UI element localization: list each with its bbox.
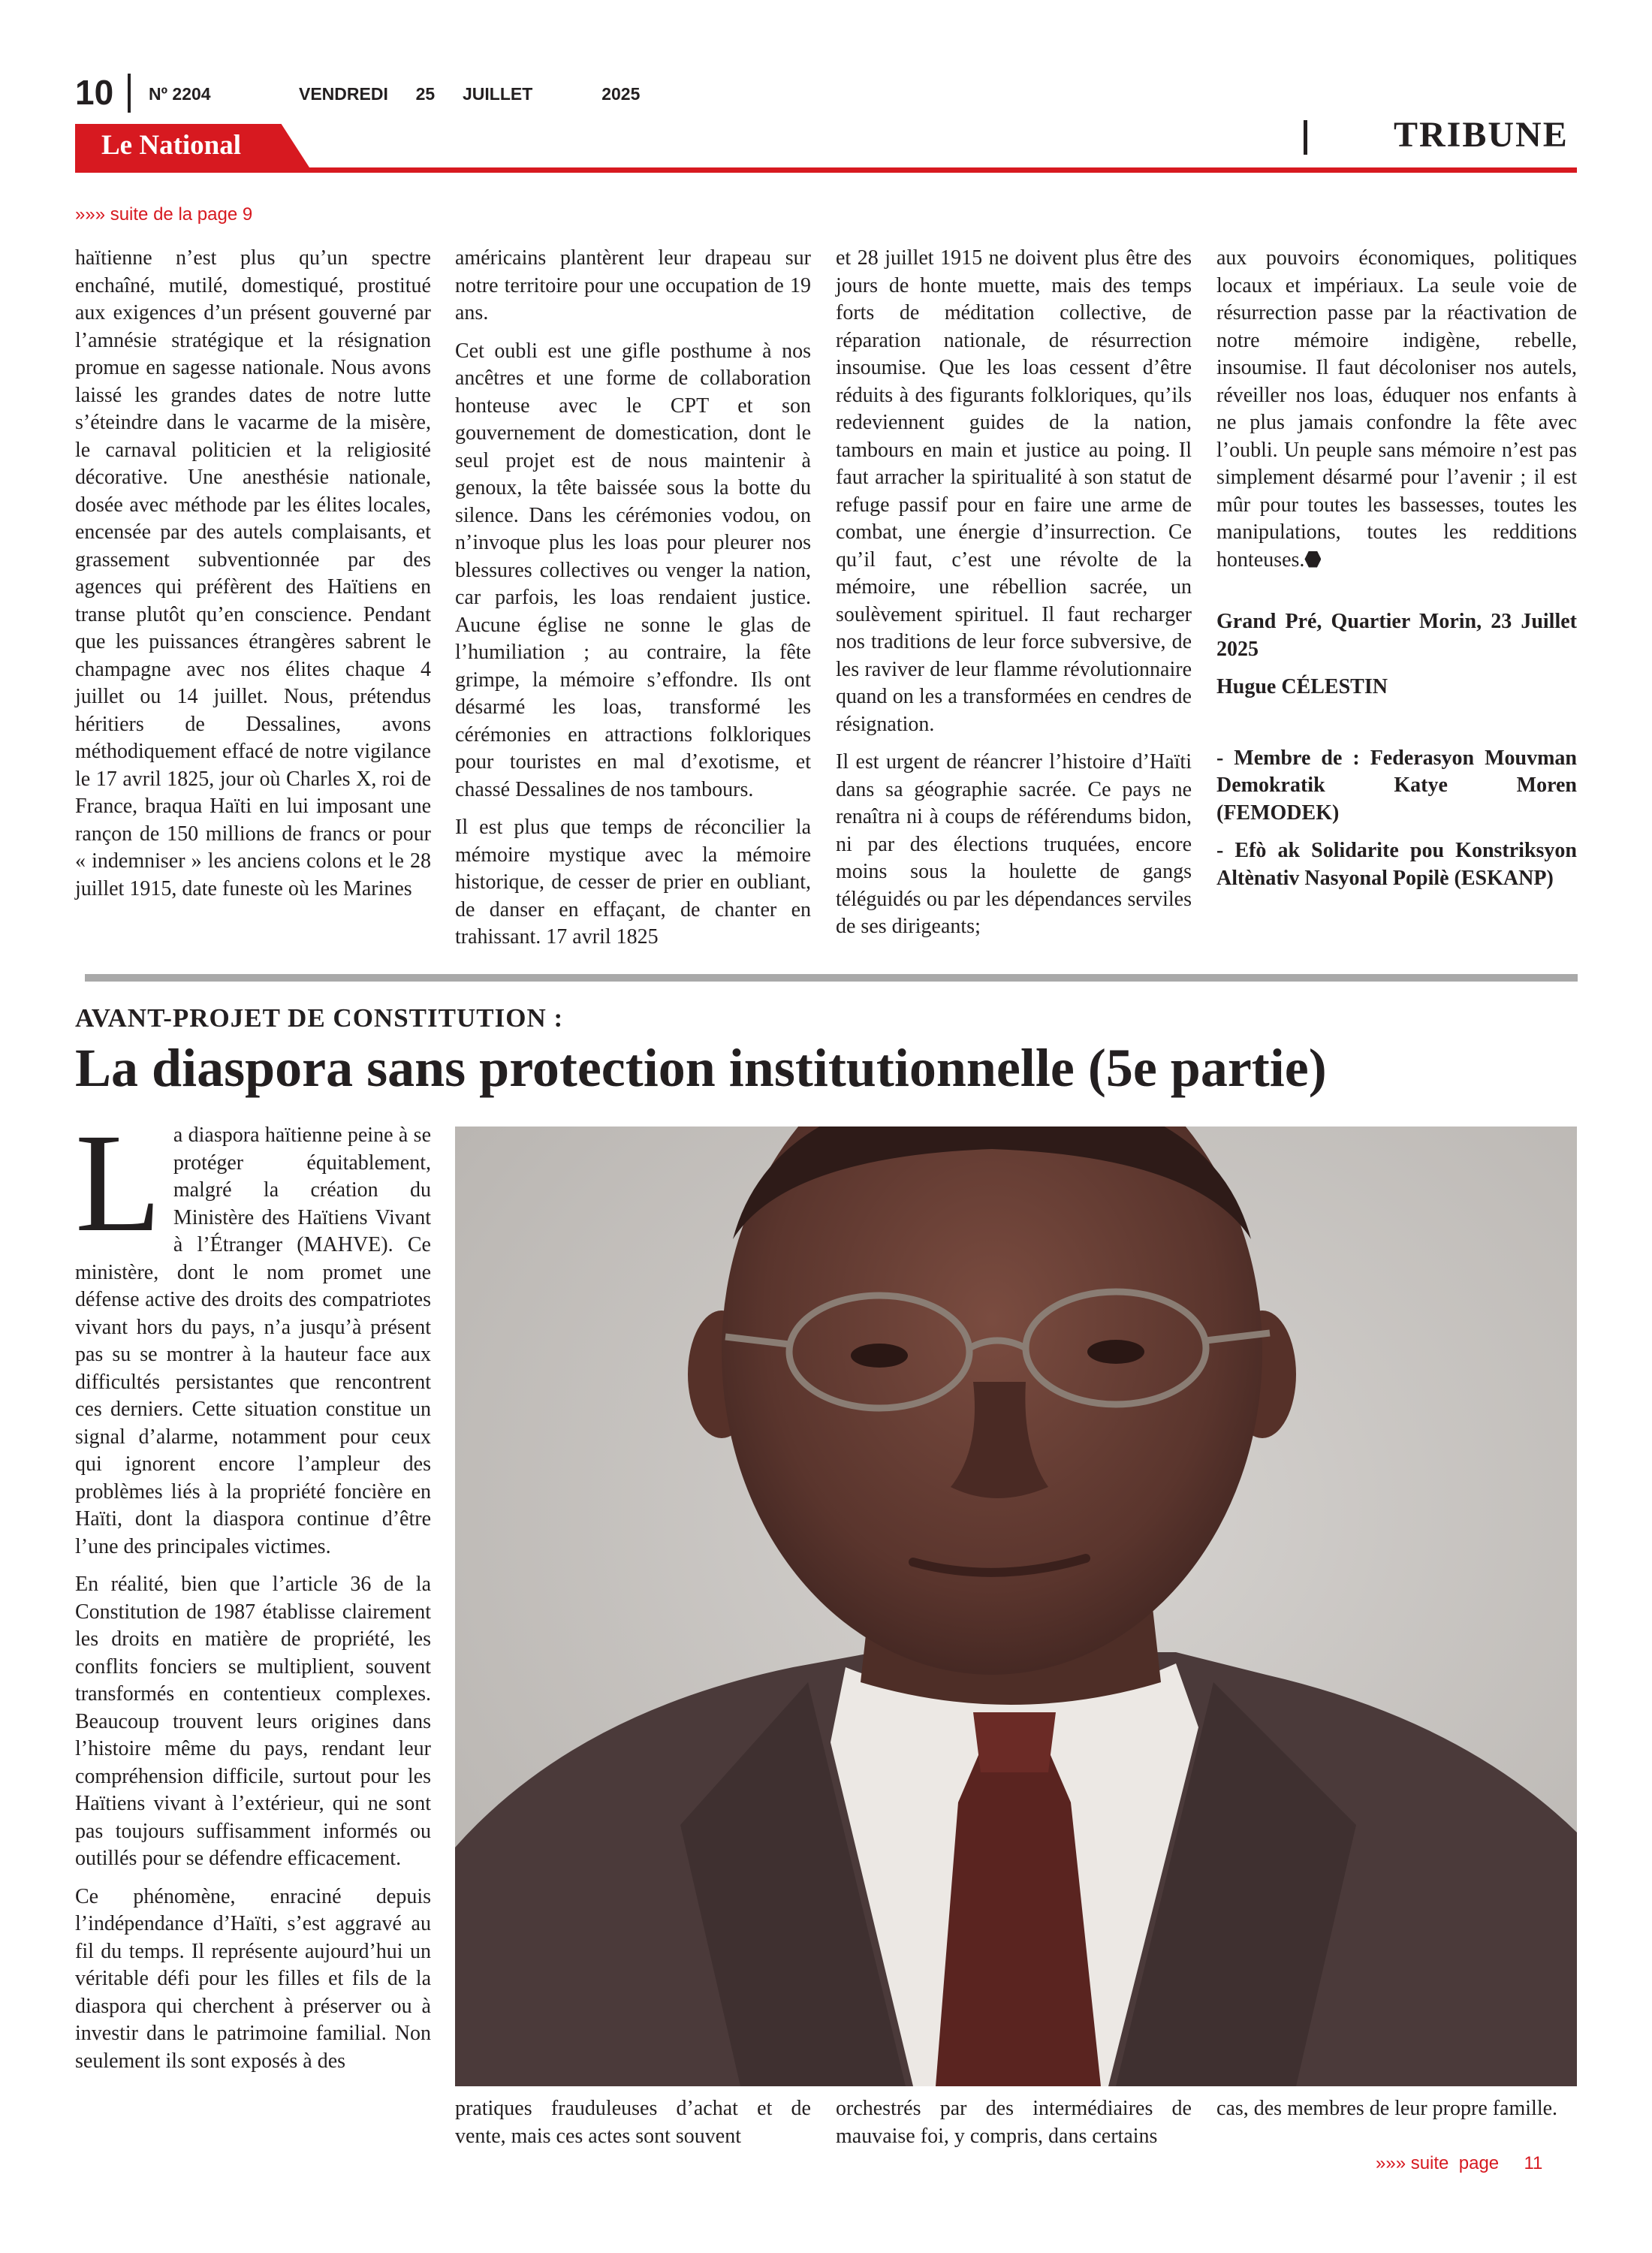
signature-place-date: Grand Pré, Quartier Morin, 23 Juillet 2025 — [1216, 610, 1577, 661]
header-divider — [128, 74, 131, 113]
tribune-column-1 — [75, 245, 431, 913]
article-column-1 — [75, 1104, 431, 2086]
article-paragraph: orchestrés par des intermédiaires de mauvaise foi, y compris, dans certains — [836, 2097, 1192, 2148]
photo-eye-left — [851, 1344, 908, 1368]
issue-date: VENDREDI 25 JUILLET 2025 — [299, 84, 641, 104]
portrait-photo — [455, 1126, 1577, 2086]
tribune-paragraph: Cet oubli est une gifle posthume à nos ancêtres et une forme de collaboration honteuse avec le CPT et son gouvernement de domestication, dont le seul projet est de nous maintenir à genoux, la tête baissée sous la botte du silence. Dans les cérémonies vodou, on n’invoque plus les loas pour pleurer nos blessures collectives ou venger la nation, car parfois, les loas rendaient justice. Aucune église ne sonne le glas de l’humiliation ; au contraire, la fête grimpe, la mémoire s’effondre. Ils ont désarmé les loas, transformé les cérémonies en attractions folkloriques pour touristes en mal d’exotisme, et chassé Dessalines de nos tambours. — [455, 339, 811, 801]
header-rule — [75, 167, 1577, 173]
tribune-paragraph: haïtienne n’est plus qu’un spectre enchaîné, mutilé, domestiqué, prostitué aux exigences d’un présent gouverné par l’amnésie stratégique et la résignation promue en sagesse nationale. Nous avons laissé les grandes dates de notre lutte s’éteindre dans le vacarme de la misère, le carnaval politicien et la religiosité décorative. Une anesthésie nationale, dosée avec méthode par les élites locales, encensée par des autels complaisants, et grassement subventionnée par des agences qui préfèrent des Haïtiens en transe plutôt qu’en conscience. Pendant que les puissances étrangères sabrent le champagne avec nos élites chaque 4 juillet ou 14 juillet. Nous, prétendus héritiers de Dessalines, avons méthodiquement effacé de notre vigilance le 17 avril 1825, jour où Charles X, roi de France, braqua Haïti en lui imposant une rançon de 150 millions de francs or pour « indemniser » les anciens colons et le 28 juillet 1915, date funeste où les Marines — [75, 246, 431, 900]
article-paragraph: a diaspora haïtienne peine à se protéger équitablement, malgré la création du Ministère des Haïtiens Vivant à l’Étranger (MAHVE). Ce ministère, dont le nom promet une défense active des droits des compatriotes vivant hors du pays, n’a jusqu’à présent pas su se montrer à la hauteur face aux difficultés persistantes que rencontrent ces derniers. Cette situation constitue un signal d’alarme, notamment pour ceux qui ignorent encore l’ampleur des problèmes liés à la propriété foncière en Haïti, dont la diaspora continue d’être l’une des principales victimes. — [75, 1123, 431, 1558]
signature-affiliation: - Efò ak Solidarite pou Konstriksyon Altènativ Nasyonal Popilè (ESKANP) — [1216, 839, 1577, 890]
photo-eye-right — [1087, 1340, 1144, 1364]
section-title: TRIBUNE — [1394, 115, 1569, 155]
tribune-paragraph: aux pouvoirs économiques, politiques locaux et impériaux. La seule voie de résurrection passe par la réactivation de notre mémoire indigène, rebelle, insoumise. Il faut décoloniser nos autels, réveiller nos loas, éduquer nos enfants à ne plus jamais confondre la fête avec l’oubli. Un peuple sans mémoire n’est pas simplement désarmé pour l’avenir ; il est mûr pour toutes les bassesses, toutes les manipulations, toutes les redditions honteuses. — [1216, 246, 1577, 572]
continued-from-link[interactable]: »»» suite de la page 9 — [75, 204, 253, 225]
tribune-paragraph: et 28 juillet 1915 ne doivent plus être des jours de honte muette, mais des temps forts de méditation collective, de réparation nationale, de résurrection insoumise. Que les loas cessent d’être réduits à des figurants folkloriques, qu’ils redeviennent guides de la nation, tambours en main et justice au poing. Il faut arracher la spiritualité à son statut de refuge passif pour en faire une arme de combat, une énergie d’insurrection. Ce qu’il faut, c’est une révolte de la mémoire, une rébellion sacrée, un soulèvement spirituel. Il faut recharger nos traditions de leur force subversive, de les raviver de leur flamme révolutionnaire quand on les a transformées en cendres de résignation. — [836, 246, 1192, 736]
photo-tie-knot — [973, 1712, 1056, 1772]
newspaper-name: Le National — [101, 130, 242, 161]
tribune-paragraph: Il est plus que temps de réconcilier la mémoire mystique avec la mémoire historique, de cesser de prier en oubliant, de danser en effaçant, de chanter en trahissant. 17 avril 1825 — [455, 816, 811, 949]
tribune-column-2 — [455, 245, 811, 962]
article-paragraph: En réalité, bien que l’article 36 de la Constitution de 1987 établisse clairement les droits en matière de propriété, les conflits fonciers se multiplient, souvent transformés en contentieux complexes. Beaucoup trouvent leurs origines dans l’histoire même du pays, rendant leur compréhension difficile, surtout pour les Haïtiens vivant à l’extérieur, qui ne sont pas toujours suffisamment informés ou outillés pour se défendre efficacement. — [75, 1573, 431, 1870]
end-of-article-icon — [1304, 551, 1321, 568]
article-kicker: AVANT-PROJET DE CONSTITUTION : — [75, 1003, 564, 1033]
issue-number: Nº 2204 — [149, 84, 211, 104]
tribune-paragraph: américains plantèrent leur drapeau sur notre territoire pour une occupation de 19 ans. — [455, 246, 811, 324]
article-headline: La diaspora sans protection institutionnelle (5e partie) — [75, 1038, 1327, 1098]
article-paragraph: pratiques frauduleuses d’achat et de vente, mais ces actes sont souvent — [455, 2097, 811, 2148]
article-paragraph: cas, des membres de leur propre famille. — [1216, 2097, 1558, 2120]
drop-cap: L — [75, 1104, 161, 1261]
page-number: 10 — [75, 73, 114, 112]
tribune-column-3 — [836, 245, 1192, 952]
article-column-2 — [455, 2095, 811, 2161]
signature-author: Hugue CÉLESTIN — [1216, 675, 1388, 698]
article-column-3 — [836, 2095, 1192, 2161]
tribune-column-4 — [1216, 245, 1577, 903]
section-divider — [1304, 120, 1307, 155]
tribune-paragraph: Il est urgent de réancrer l’histoire d’Haïti dans sa géographie sacrée. Ce pays ne renaîtra ni à coups de référendums bidon, ni par des élections truquées, encore moins sous la houlette de gangs téléguidés ou par les dépendances serviles de ses dirigeants; — [836, 750, 1192, 938]
section-separator — [85, 974, 1578, 982]
continued-to-link[interactable]: »»» suite page 11 — [1376, 2153, 1543, 2173]
article-column-4 — [1216, 2095, 1577, 2134]
signature-affiliation: - Membre de : Federasyon Mouvman Demokratik Katye Moren (FEMODEK) — [1216, 746, 1577, 825]
article-paragraph: Ce phénomène, enraciné depuis l’indépendance d’Haïti, s’est aggravé au fil du temps. Il représente aujourd’hui un véritable défi pour les filles et fils de la diaspora qui cherchent à préserver ou à investir dans le patrimoine familial. Non seulement ils sont exposés à des — [75, 1884, 431, 2073]
